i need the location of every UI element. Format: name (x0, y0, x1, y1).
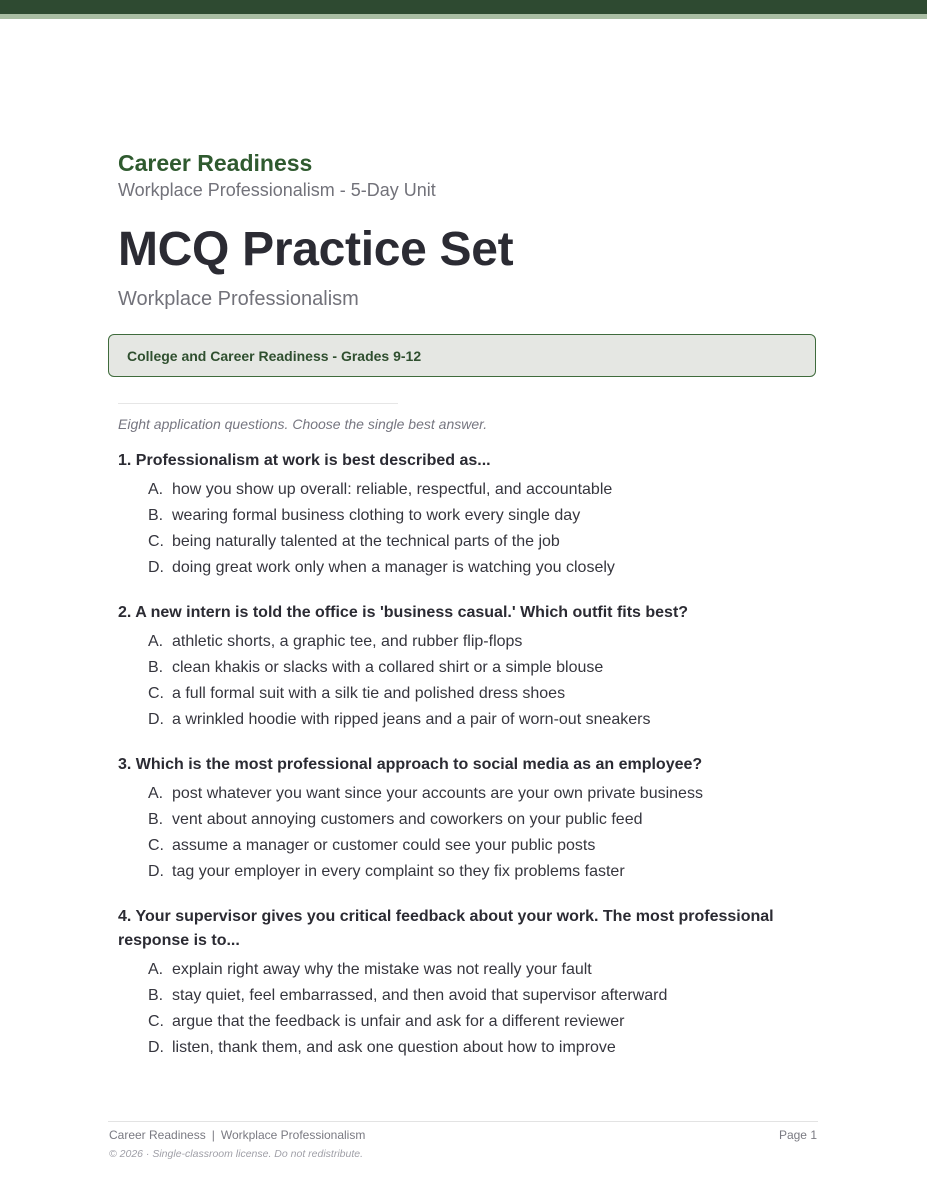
option-text: vent about annoying customers and coworkers on your public feed (172, 811, 643, 828)
page-number: Page 1 (778, 1128, 817, 1142)
option-text: wearing formal business clothing to work every single day (172, 507, 581, 524)
option-letter: D. (148, 863, 164, 880)
option-letter: C. (148, 1013, 164, 1030)
option-c (118, 681, 798, 707)
unit-subheading: Workplace Professionalism - 5-Day Unit (118, 180, 436, 200)
footer-running-head (109, 1128, 365, 1142)
document-header (118, 149, 818, 312)
option-letter: B. (148, 659, 164, 676)
footer-divider (108, 1121, 818, 1122)
option-text: assume a manager or customer could see your public posts (172, 837, 596, 854)
page-title: MCQ Practice Set (118, 223, 514, 276)
footer-course: Career Readiness (109, 1128, 206, 1142)
option-letter: C. (148, 533, 164, 550)
grade-banner (108, 334, 816, 377)
option-letter: D. (148, 1039, 164, 1056)
option-text: argue that the feedback is unfair and ask for a different reviewer (172, 1013, 625, 1030)
option-letter: C. (148, 837, 164, 854)
option-text: athletic shorts, a graphic tee, and rubber flip-flops (172, 633, 523, 650)
option-letter: B. (148, 811, 164, 828)
option-text: being naturally talented at the technical parts of the job (172, 533, 560, 550)
footer-separator: | (211, 1128, 215, 1142)
grade-banner-text: College and Career Readiness - Grades 9-12 (127, 347, 422, 364)
option-c (118, 1009, 798, 1035)
option-a (118, 477, 798, 503)
option-text: stay quiet, feel embarrassed, and then avoid that supervisor afterward (172, 987, 668, 1004)
option-letter: A. (148, 633, 164, 650)
option-text: doing great work only when a manager is watching you closely (172, 559, 615, 576)
option-text: tag your employer in every complaint so they fix problems faster (172, 863, 625, 880)
divider (118, 403, 398, 404)
option-b (118, 655, 798, 681)
subject-heading: Career Readiness (118, 150, 313, 176)
question-text: 3. Which is the most professional approach to social media as an employee? (118, 756, 703, 773)
option-b (118, 983, 798, 1009)
option-letter: D. (148, 711, 164, 728)
option-letter: B. (148, 987, 164, 1004)
option-text: listen, thank them, and ask one question about how to improve (172, 1039, 616, 1056)
option-text: clean khakis or slacks with a collared shirt or a simple blouse (172, 659, 604, 676)
option-text: a wrinkled hoodie with ripped jeans and a pair of worn-out sneakers (172, 711, 651, 728)
option-c (118, 529, 798, 555)
option-a (118, 629, 798, 655)
page-subtitle: Workplace Professionalism (118, 288, 359, 310)
question-3 (118, 753, 798, 885)
copyright-notice: © 2026 · Single-classroom license. Do not redistribute. (109, 1148, 364, 1160)
option-b (118, 503, 798, 529)
option-d (118, 555, 798, 581)
option-letter: D. (148, 559, 164, 576)
top-color-bar (0, 0, 927, 14)
question-2 (118, 601, 798, 733)
option-c (118, 833, 798, 859)
option-letter: A. (148, 785, 164, 802)
question-list (118, 449, 798, 1081)
footer-unit: Workplace Professionalism (220, 1128, 366, 1142)
option-text: post whatever you want since your accounts are your own private business (172, 785, 703, 802)
question-4 (118, 905, 798, 1061)
question-text: 4. Your supervisor gives you critical feedback about your work. The most professional response is to... (118, 908, 774, 949)
option-a (118, 781, 798, 807)
option-a (118, 957, 798, 983)
option-d (118, 1035, 798, 1061)
option-letter: B. (148, 507, 164, 524)
option-letter: A. (148, 961, 164, 978)
question-text: 1. Professionalism at work is best described as... (118, 452, 491, 469)
option-d (118, 707, 798, 733)
option-letter: C. (148, 685, 164, 702)
question-1 (118, 449, 798, 581)
option-letter: A. (148, 481, 164, 498)
option-d (118, 859, 798, 885)
option-b (118, 807, 798, 833)
option-text: explain right away why the mistake was not really your fault (172, 961, 592, 978)
top-accent-bar (0, 14, 927, 19)
option-text: how you show up overall: reliable, respectful, and accountable (172, 481, 613, 498)
option-text: a full formal suit with a silk tie and polished dress shoes (172, 685, 566, 702)
question-text: 2. A new intern is told the office is 'business casual.' Which outfit fits best? (118, 604, 689, 621)
instructions: Eight application questions. Choose the single best answer. (118, 416, 488, 432)
